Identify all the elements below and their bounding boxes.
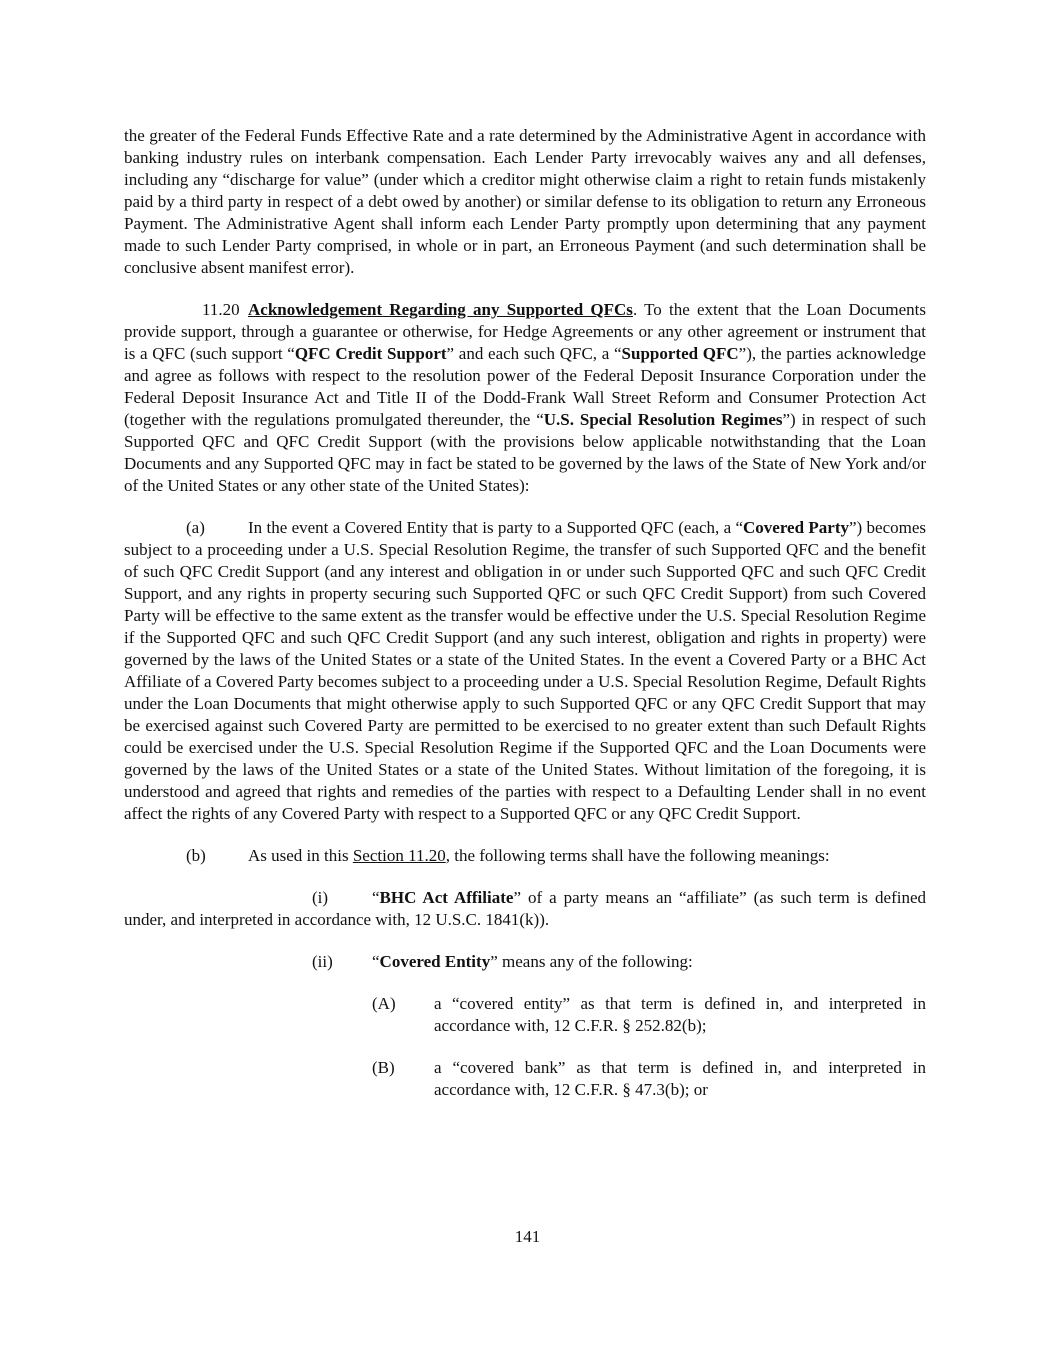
paragraph-text: the greater of the Federal Funds Effective Rate and a rate determined by the Administrative Agent in accordance with banking industry rules on interbank compensation. Each Lender Party irrevocably waives any and all defenses, including any “discharge for value” (under which a creditor might otherwise claim a right to retain funds mistakenly paid by a third party in respect of a debt owed by another) or similar defense to its obligation to return any Erroneous Payment. The Administrative Agent shall inform each Lender Party promptly upon determining that any payment made to such Lender Party comprised, in whole or in part, an Erroneous Payment (and such determination shall be conclusive absent manifest error).	[124, 126, 926, 277]
document-body	[124, 125, 926, 1121]
paragraph-erroneous-payment	[124, 125, 926, 279]
clause-A	[372, 993, 926, 1037]
clause-b	[124, 845, 926, 867]
text: ”) becomes subject to a proceeding under a U.S. Special Resolution Regime, the transfer of such Supported QFC and the benefit of such QFC Credit Support (and any interest and obligation in or under such Supported QFC and such QFC Credit Support, and any rights in property securing such Supported QFC or such QFC Credit Support) from such Covered Party will be effective to the same extent as the transfer would be effective under the U.S. Special Resolution Regime if the Supported QFC and such QFC Credit Support (and any such interest, obligation and rights in property) were governed by the laws of the United States or a state of the United States. In the event a Covered Party or a BHC Act Affiliate of a Covered Party becomes subject to a proceeding under a U.S. Special Resolution Regime, Default Rights under the Loan Documents that might otherwise apply to such Supported QFC or any QFC Credit Support that may be exercised against such Covered Party are permitted to be exercised to no greater extent than such Default Rights could be exercised under the U.S. Special Resolution Regime if the Supported QFC and the Loan Documents were governed by the laws of the United States or a state of the United States. Without limitation of the foregoing, it is understood and agreed that rights and remedies of the parties with respect to a Defaulting Lender shall in no event affect the rights of any Covered Party with respect to a Supported QFC or any QFC Credit Support.	[124, 518, 926, 823]
text: . To the extent that the Loan Documents provide support, through a guarantee or otherwise, for Hedge Agreements or any other agreement or instrument that is a QFC (such support “	[124, 300, 926, 363]
clause-label: (i)	[312, 888, 329, 907]
clause-i	[124, 887, 926, 931]
clause-text: a “covered entity” as that term is defined in, and interpreted in accordance with, 12 C.F.R. § 252.82(b);	[434, 994, 926, 1035]
text: , the following terms shall have the following meanings:	[445, 846, 830, 865]
section-11-20	[124, 299, 926, 497]
defined-term: QFC Credit Support	[294, 344, 447, 363]
text: ”) in respect of such Supported QFC and QFC Credit Support (with the provisions below applicable notwithstanding that the Loan Documents and any Supported QFC may in fact be stated to be governed by the laws of the State of New York and/or of the United States or any other state of the United States):	[124, 410, 927, 495]
defined-term: BHC Act Affiliate	[379, 888, 514, 907]
text: ” of a party means an “affiliate” (as such term is defined under, and interpreted in accordance with, 12 U.S.C. 1841(k)).	[124, 888, 926, 929]
text: In the event a Covered Entity that is party to a Supported QFC (each, a “	[248, 518, 743, 537]
clause-text: a “covered bank” as that term is defined in, and interpreted in accordance with, 12 C.F.R. § 47.3(b); or	[434, 1058, 926, 1099]
clause-label: (b)	[186, 846, 206, 865]
clause-label: (B)	[372, 1058, 395, 1077]
defined-term: Covered Party	[743, 518, 849, 537]
section-heading: Acknowledgement Regarding any Supported QFCs	[248, 300, 633, 319]
section-number: 11.20	[202, 300, 240, 319]
defined-term: Covered Entity	[379, 952, 491, 971]
text: As used in this	[248, 846, 353, 865]
clause-B	[372, 1057, 926, 1101]
defined-term: U.S. Special Resolution Regimes	[543, 410, 783, 429]
clause-label: (A)	[372, 994, 396, 1013]
defined-term: Supported QFC	[621, 344, 739, 363]
clause-ii	[124, 951, 926, 973]
clause-label: (ii)	[312, 952, 333, 971]
text: ” and each such QFC, a “	[446, 344, 622, 363]
text: “	[372, 952, 380, 971]
text: ” means any of the following:	[490, 952, 693, 971]
page-number: 141	[514, 1227, 541, 1246]
text: ”), the parties acknowledge and agree as follows with respect to the resolution power of the Federal Deposit Insurance Corporation under the Federal Deposit Insurance Act and Title II of the Dodd-Frank Wall Street Reform and Consumer Protection Act (together with the regulations promulgated thereunder, the “	[124, 344, 926, 429]
clause-label: (a)	[186, 518, 205, 537]
text: “	[372, 888, 380, 907]
clause-a	[124, 517, 926, 825]
section-reference-link[interactable]: Section 11.20	[352, 846, 446, 865]
